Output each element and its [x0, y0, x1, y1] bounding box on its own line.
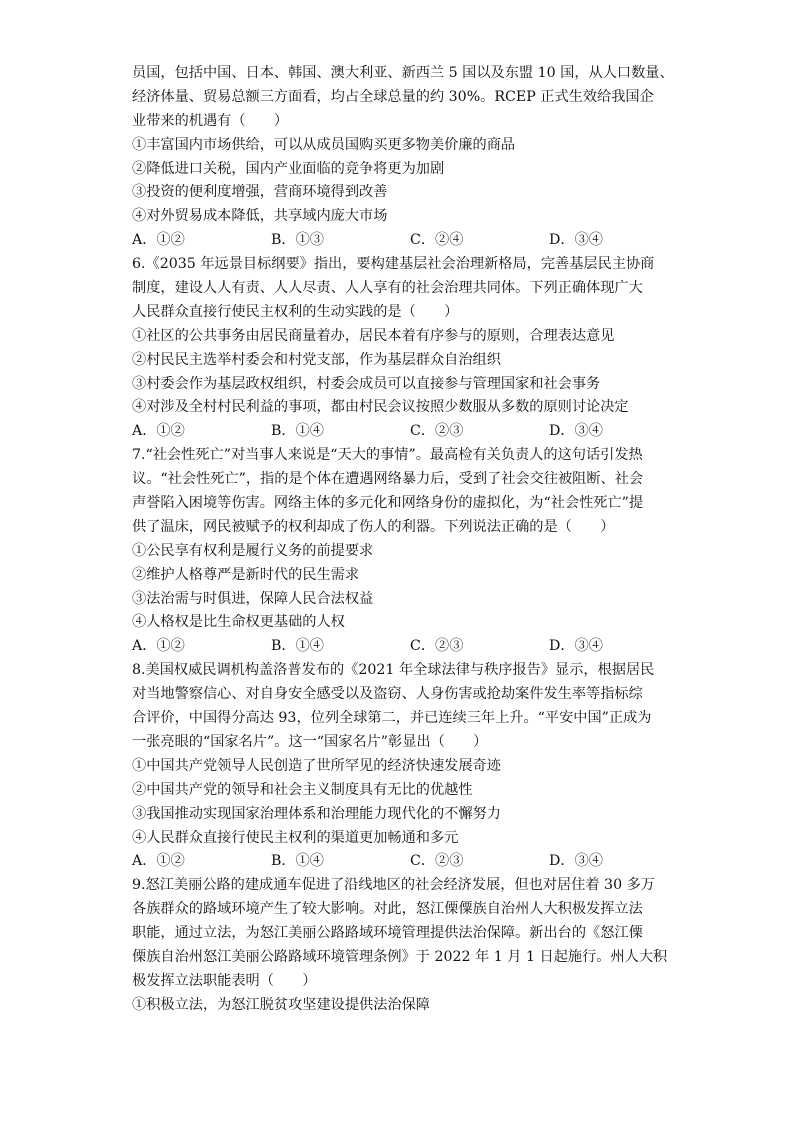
statement-item: ③村委会作为基层政权组织，村委会成员可以直接参与管理国家和社会事务 [132, 375, 601, 392]
question-stem-line: 一张亮眼的“国家名片”。这一“国家名片”彰显出（ ） [132, 733, 488, 750]
option-c: C．②③ [410, 638, 464, 655]
answer-options [132, 420, 692, 444]
question-8 [132, 659, 692, 874]
question-stem-line: 人民群众直接行使民主权利的生动实践的是（ ） [132, 303, 459, 320]
statement-item: ②中国共产党的领导和社会主义制度具有无比的优越性 [132, 781, 473, 798]
option-b: B．①④ [271, 638, 324, 655]
option-c: C．②③ [410, 853, 464, 870]
question-5 [132, 62, 692, 253]
option-c: C．②③ [410, 423, 464, 440]
option-a: A．①② [132, 423, 185, 440]
option-d: D．③④ [549, 232, 603, 249]
option-a: A．①② [132, 853, 185, 870]
question-stem-line: 各族群众的路域环境产生了较大影响。对此，怒江傈僳族自治州人大积极发挥立法 [132, 901, 643, 918]
question-stem-line: 7.“社会性死亡”对当事人来说是“天大的事情”。最高检有关负责人的这句话引发热 [132, 447, 643, 464]
answer-options [132, 850, 692, 874]
statement-item: ②村民民主选举村委会和村党支部，作为基层群众自治组织 [132, 351, 501, 368]
question-stem-line: 8.美国权威民调机构盖洛普发布的《2021 年全球法律与秩序报告》显示，根据居民 [132, 662, 655, 679]
question-9 [132, 874, 692, 1017]
statement-item: ①社区的公共事务由居民商量着办，居民本着有序参与的原则，合理表达意见 [132, 327, 615, 344]
option-b: B．①④ [271, 423, 324, 440]
option-d: D．③④ [549, 423, 603, 440]
statement-item: ②降低进口关税，国内产业面临的竞争将更为加剧 [132, 160, 445, 177]
option-b: B．①④ [271, 853, 324, 870]
option-a: A．①② [132, 638, 185, 655]
statement-item: ④对外贸易成本降低，共享域内庞大市场 [132, 208, 388, 225]
question-stem-line: 职能，通过立法，为怒江美丽公路路域环境管理提供法治保障。新出台的《怒江傈 [132, 925, 643, 942]
question-stem-line: 傈族自治州怒江美丽公路路域环境管理条例》于 2022 年 1 月 1 日起施行。州人大积 [132, 948, 668, 965]
question-6 [132, 253, 692, 444]
question-stem-line: 议。“社会性死亡”，指的是个体在遭遇网络暴力后，受到了社会交往被阻断、社会 [132, 471, 644, 488]
statement-item: ④对涉及全村村民利益的事项，都由村民会议按照少数服从多数的原则讨论决定 [132, 399, 629, 416]
question-stem-line: 合评价，中国得分高达 93，位列全球第二，并已连续三年上升。“平安中国”正成为 [132, 710, 652, 727]
question-stem-line: 6.《2035 年远景目标纲要》指出，要构建基层社会治理新格局，完善基层民主协商 [132, 256, 655, 273]
question-stem-line: 极发挥立法职能表明（ ） [132, 972, 317, 989]
question-stem-line: 经济体量、贸易总额三方面看，均占全球总量的约 30%。RCEP 正式生效给我国企 [132, 88, 654, 105]
answer-options [132, 635, 692, 659]
option-d: D．③④ [549, 638, 603, 655]
statement-item: ①公民享有权利是履行义务的前提要求 [132, 542, 374, 559]
question-stem-line: 业带来的机遇有（ ） [132, 112, 289, 129]
option-c: C．②④ [410, 232, 464, 249]
question-stem-line: 制度，建设人人有责、人人尽责、人人享有的社会治理共同体。下列正确体现广大 [132, 280, 643, 297]
statement-item: ②维护人格尊严是新时代的民生需求 [132, 566, 360, 583]
statement-item: ④人格权是比生命权更基础的人权 [132, 614, 345, 631]
statement-item: ①中国共产党领导人民创造了世所罕见的经济快速发展奇迹 [132, 757, 501, 774]
statement-item: ④人民群众直接行使民主权利的渠道更加畅通和多元 [132, 829, 459, 846]
question-stem-line: 员国，包括中国、日本、韩国、澳大利亚、新西兰 5 国以及东盟 10 国，从人口数量、 [132, 65, 674, 81]
question-content [132, 62, 692, 1018]
statement-item: ③法治需与时俱进，保障人民合法权益 [132, 590, 374, 607]
statement-item: ①丰富国内市场供给，可以从成员国购买更多物美价廉的商品 [132, 136, 516, 153]
option-a: A．①② [132, 232, 185, 249]
question-stem-line: 供了温床，网民被赋予的权利却成了伤人的利器。下列说法正确的是（ ） [132, 518, 615, 535]
answer-options [132, 229, 692, 253]
option-d: D．③④ [549, 853, 603, 870]
statement-item: ①积极立法，为怒江脱贫攻坚建设提供法治保障 [132, 996, 430, 1013]
question-stem-line: 声誉陷入困境等伤害。网络主体的多元化和网络身份的虚拟化，为“社会性死亡”提 [132, 495, 644, 512]
question-7 [132, 444, 692, 659]
question-stem-line: 9.怒江美丽公路的建成通车促进了沿线地区的社会经济发展，但也对居住着 30 多万 [132, 877, 655, 894]
option-b: B．①③ [271, 232, 324, 249]
statement-item: ③我国推动实现国家治理体系和治理能力现代化的不懈努力 [132, 805, 501, 822]
statement-item: ③投资的便利度增强，营商环境得到改善 [132, 184, 388, 201]
question-stem-line: 对当地警察信心、对自身安全感受以及盗窃、人身伤害或抢劫案件发生率等指标综 [132, 686, 643, 703]
